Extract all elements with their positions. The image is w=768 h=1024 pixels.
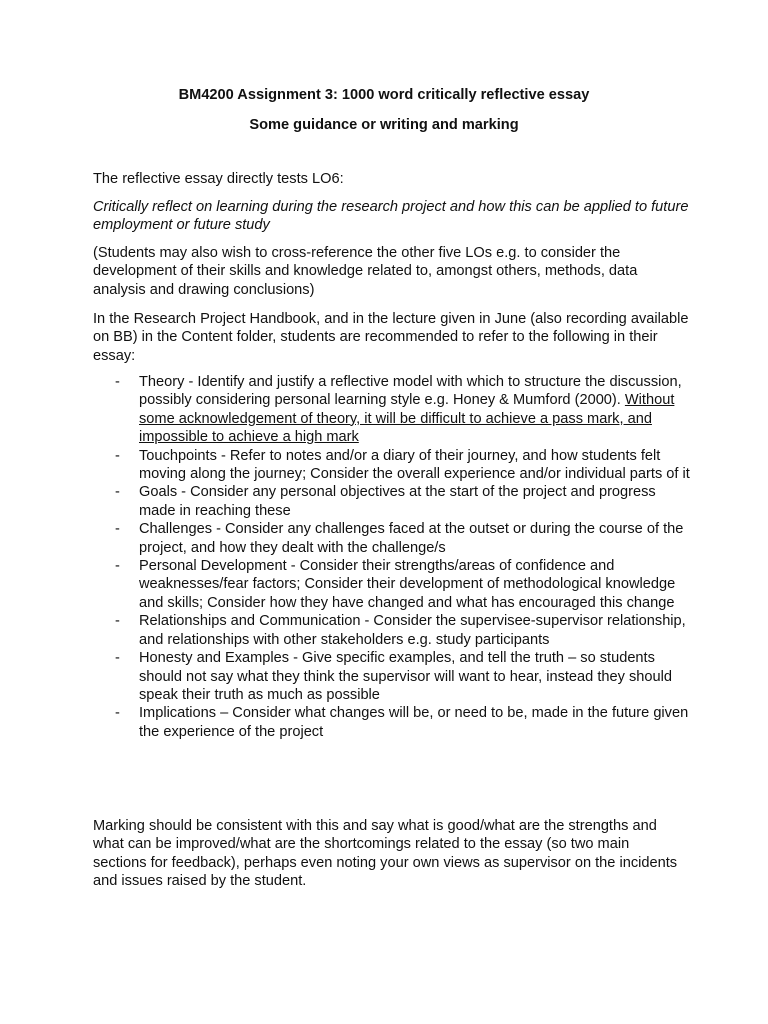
cross-reference-paragraph: (Students may also wish to cross-reference the other five LOs e.g. to consider the development of their skills and knowledge related to, amongst others, methods, data analysis and drawing conclusions) bbox=[93, 245, 638, 298]
list-bullet: - bbox=[115, 650, 120, 667]
list-item-honesty bbox=[93, 649, 693, 704]
list-item-text: Honesty and Examples - Give specific examples, and tell the truth – so students should not say what they think the supervisor will want to hear, instead they should speak their truth as much as possible bbox=[139, 650, 672, 703]
list-item-challenges bbox=[93, 520, 693, 557]
intro-paragraph: The reflective essay directly tests LO6: bbox=[93, 171, 344, 187]
list-item-text: Relationships and Communication - Consider the supervisee-supervisor relationship, and relationships with other stakeholders e.g. study participants bbox=[139, 613, 686, 648]
list-item-theory bbox=[93, 373, 693, 447]
marking-paragraph: Marking should be consistent with this and say what is good/what are the strengths and what can be improved/what are the shortcomings related to the essay (so two main sections for feedback), perhaps even noting your own views as supervisor on the incidents and issues raised by the student. bbox=[93, 818, 678, 890]
list-bullet: - bbox=[115, 521, 120, 538]
list-bullet: - bbox=[115, 374, 120, 390]
list-item-relationships bbox=[93, 612, 693, 649]
list-item-touchpoints bbox=[93, 447, 693, 484]
handbook-paragraph: In the Research Project Handbook, and in the lecture given in June (also recording available on BB) in the Content folder, students are recommended to refer to the following in their essay: bbox=[93, 311, 689, 364]
learning-outcome-text: Critically reflect on learning during the research project and how this can be applied to future employment or future study bbox=[93, 199, 689, 234]
list-item-text: Goals - Consider any personal objectives at the start of the project and progress made in reaching these bbox=[139, 484, 656, 519]
underlined-warning-text: Without some acknowledgement of theory, it will be difficult to achieve a pass mark, and impossible to achieve a high mark bbox=[139, 392, 675, 446]
list-bullet: - bbox=[115, 705, 120, 722]
document-subtitle: Some guidance or writing and marking bbox=[249, 117, 519, 133]
list-item-text: Personal Development - Consider their strengths/areas of confidence and weaknesses/fear factors; Consider their development of methodological knowledge and skills; Consider how they have changed and what has encouraged this change bbox=[139, 558, 676, 611]
list-item-text: Theory - Identify and justify a reflective model with which to structure the discussion, possibly considering personal learning style e.g. Honey & Mumford (2000). bbox=[139, 374, 682, 409]
document-title: BM4200 Assignment 3: 1000 word critically reflective essay bbox=[178, 87, 590, 103]
list-bullet: - bbox=[115, 613, 120, 630]
list-item-text: Implications – Consider what changes will be, or need to be, made in the future given the experience of the project bbox=[139, 705, 689, 740]
list-bullet: - bbox=[115, 558, 120, 575]
list-item-text: Challenges - Consider any challenges faced at the outset or during the course of the project, and how they dealt with the challenge/s bbox=[139, 521, 684, 556]
list-item-personal-development bbox=[93, 557, 693, 612]
guidance-list bbox=[93, 373, 693, 741]
list-item-implications bbox=[93, 704, 693, 741]
list-bullet: - bbox=[115, 484, 120, 501]
list-bullet: - bbox=[115, 447, 120, 464]
list-item-text: Touchpoints - Refer to notes and/or a diary of their journey, and how students felt moving along the journey; Consider the overall experience and/or individual parts of it bbox=[139, 447, 690, 483]
list-item-goals bbox=[93, 483, 693, 520]
